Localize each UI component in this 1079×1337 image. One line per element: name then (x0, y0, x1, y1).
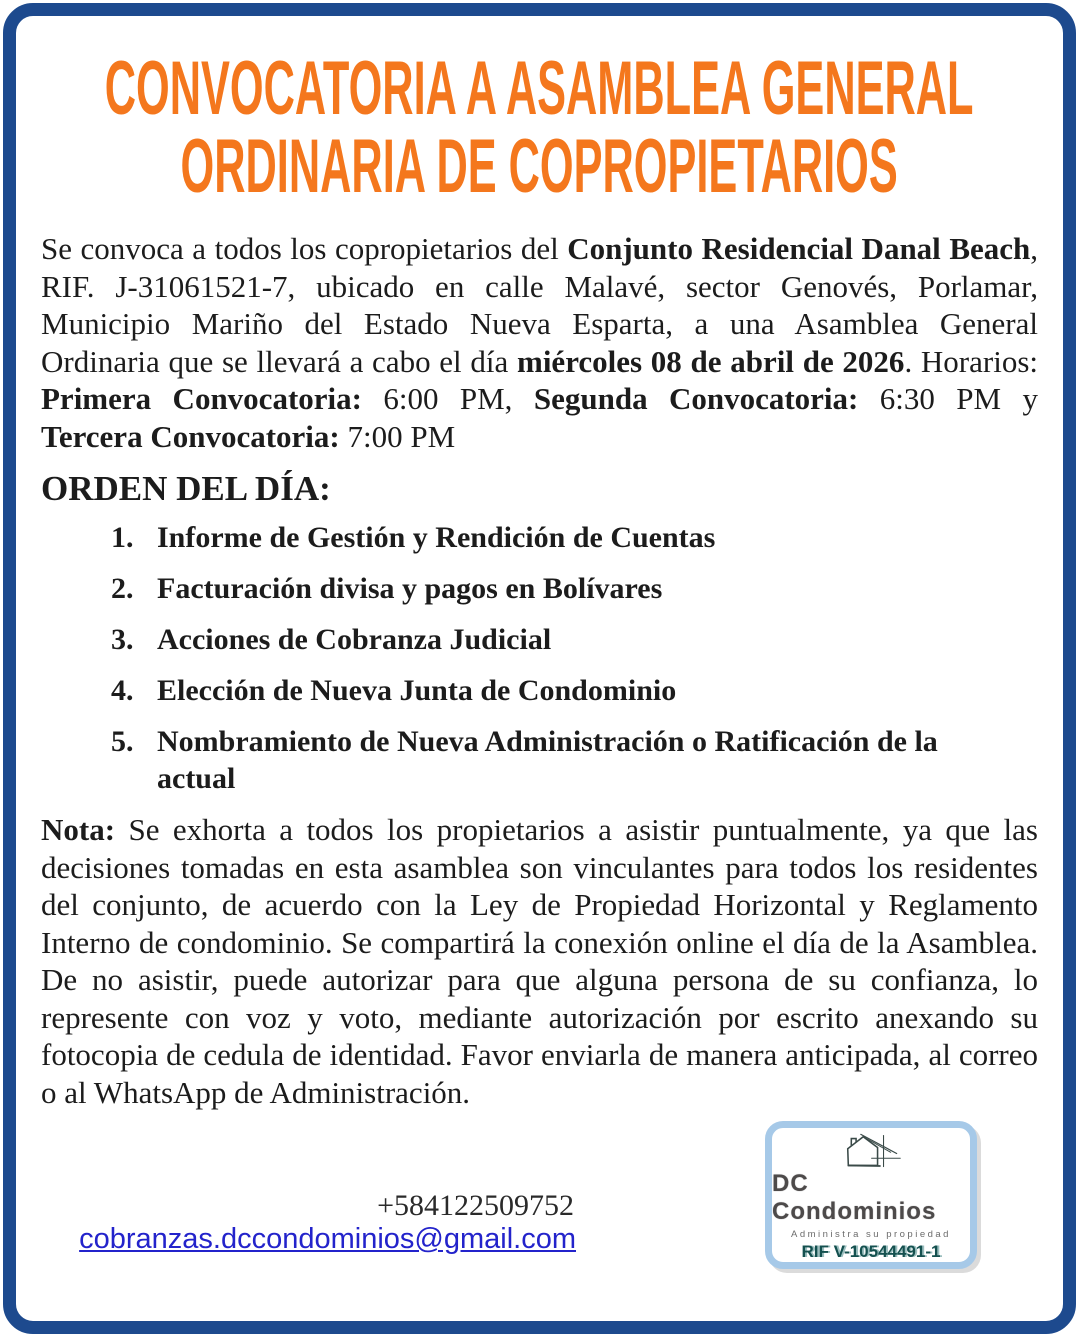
logo-rif-number: RIF V-10544491-1 (801, 1242, 941, 1261)
agenda-heading: ORDEN DEL DÍA: (41, 469, 331, 508)
agenda-item-number: 3. (111, 623, 134, 656)
agenda-item-text: Informe de Gestión y Rendición de Cuentas (157, 521, 716, 554)
note-paragraph: Nota: Se exhorta a todos los propietarios a asistir puntualmente, ya que las decisiones tomadas en esta asamblea son vinculantes para todos los residentes del conjunto, de acuerdo con la Ley de Propiedad Horizontal y Reglamento Interno de condominio. Se compartirá la conexión online el día de la Asamblea. De no asistir, puede autorizar para que alguna persona de su confianza, lo represente con voz y voto, mediante autorización por escrito anexando su fotocopia de cedula de identidad. Favor enviarla de manera anticipada, al correo o al WhatsApp de Administración. (41, 812, 1038, 1110)
logo-tagline: Administra su propiedad (791, 1229, 951, 1240)
intro-paragraph: Se convoca a todos los copropietarios del Conjunto Residencial Danal Beach, RIF. J-31061521-7, ubicado en calle Malavé, sector Genovés, Porlamar, Municipio Mariño del Estado Nueva Esparta, a una Asamblea General Ordinaria que se llevará a cabo el día miércoles 08 de abril de 2026. Horarios: Primera Convocatoria: 6:00 PM, Segunda Convocatoria: 6:30 PM y Tercera Convocatoria: 7:00 PM (41, 231, 1039, 454)
agenda-item (41, 723, 1038, 797)
page-title (41, 46, 1038, 209)
agenda-list (41, 519, 1038, 797)
logo-company-name: DC Condominios (772, 1170, 937, 1225)
agenda-item (41, 621, 1038, 658)
email-row (41, 1223, 576, 1256)
email-link[interactable]: cobranzas.dccondominios@gmail.com (79, 1223, 576, 1255)
agenda-item-text: Acciones de Cobranza Judicial (157, 623, 552, 656)
phone-number: +584122509752 (377, 1189, 574, 1222)
agenda-item-number: 5. (111, 725, 134, 758)
agenda-item-text: Elección de Nueva Junta de Condominio (157, 674, 677, 707)
agenda-item-number: 2. (111, 572, 134, 605)
house-sketch-icon (819, 1132, 923, 1169)
agenda-item (41, 570, 1038, 607)
agenda-item (41, 672, 1038, 709)
document-body (32, 32, 1047, 1305)
agenda-item-number: 1. (111, 521, 134, 554)
contact-block (41, 1189, 576, 1256)
agenda-item-number: 4. (111, 674, 134, 707)
title-line-1: CONVOCATORIA A ASAMBLEA GENERAL (105, 46, 974, 131)
title-line-2: ORDINARIA DE COPROPIETARIOS (180, 124, 899, 209)
company-logo-stamp (765, 1121, 977, 1269)
agenda-item-text: Facturación divisa y pagos en Bolívares (157, 572, 663, 605)
agenda-item-text: Nombramiento de Nueva Administración o Ratificación de la actual (157, 725, 938, 795)
agenda-item (41, 519, 1038, 556)
